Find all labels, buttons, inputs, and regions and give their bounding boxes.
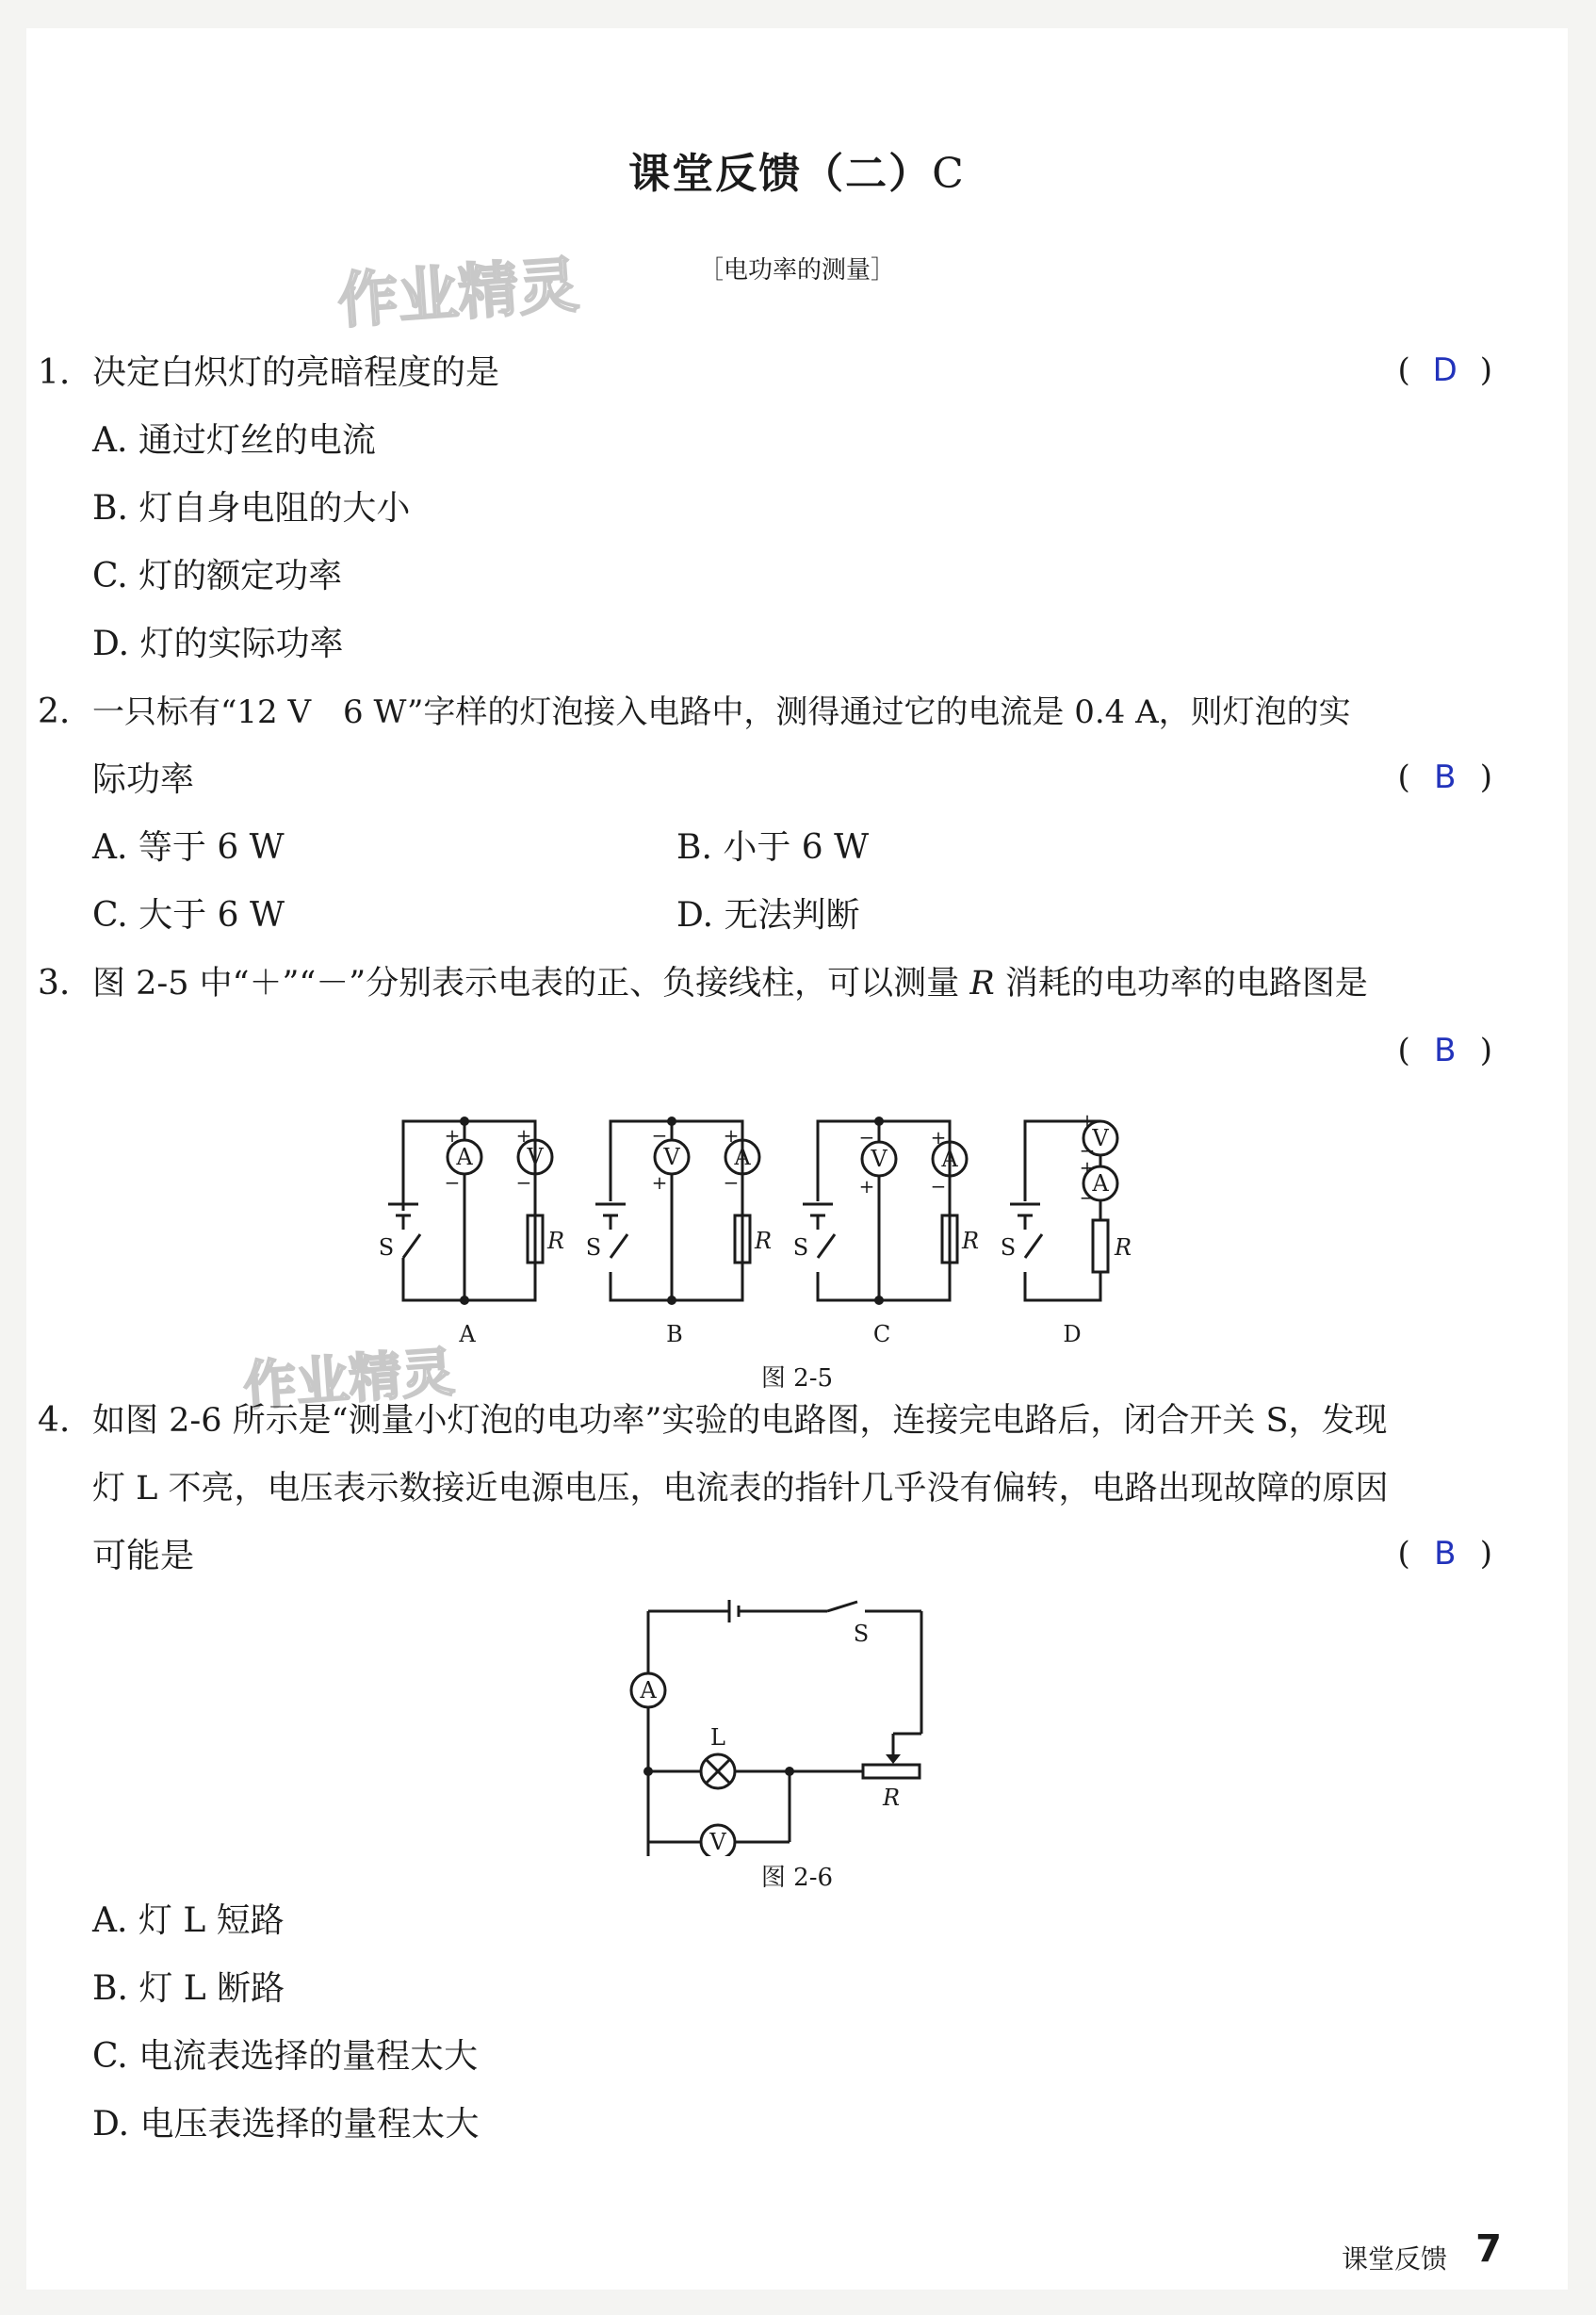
svg-text:−: −	[1079, 1139, 1096, 1162]
question-1-option-a: A. 通过灯丝的电流	[92, 421, 376, 460]
rheostat-label: R	[882, 1785, 901, 1811]
question-2-option-d: D. 无法判断	[676, 896, 860, 935]
figure-2-6-circuit	[611, 1583, 950, 1856]
question-1-option-d: D. 灯的实际功率	[92, 625, 344, 663]
question-4-option-d: D. 电压表选择的量程太大	[92, 2105, 480, 2144]
question-3-number: 3.	[38, 964, 71, 1003]
question-2-option-b: B. 小于 6 W	[676, 828, 870, 867]
svg-text:+: +	[444, 1124, 461, 1147]
question-3-stem: 图 2-5 中“＋”“－”分别表示电表的正、负接线柱，可以测量 R 消耗的电功率的电路图是	[92, 965, 1368, 1003]
svg-text:−: −	[444, 1171, 461, 1194]
switch-label: S	[792, 1234, 809, 1261]
lamp-label: L	[710, 1724, 725, 1751]
question-2-answer: ( B )	[1397, 758, 1492, 796]
question-1-option-b: B. 灯自身电阻的大小	[92, 489, 411, 528]
svg-text:+: +	[858, 1175, 875, 1198]
page-number: 7	[1475, 2227, 1502, 2271]
switch-label: S	[1000, 1234, 1017, 1261]
watermark-mid: 作业精灵	[241, 1342, 457, 1418]
svg-text:−: −	[1079, 1186, 1096, 1209]
svg-text:−: −	[930, 1175, 947, 1198]
question-2-option-c: C. 大于 6 W	[92, 896, 285, 935]
question-4-option-a: A. 灯 L 短路	[92, 1901, 285, 1940]
svg-text:−: −	[723, 1171, 740, 1194]
question-4-number: 4.	[38, 1401, 71, 1440]
voltmeter-label: V	[1092, 1125, 1109, 1151]
workbook-page	[26, 28, 1568, 2290]
resistor-label: R	[754, 1228, 773, 1254]
figure-2-5-caption: 图 2-5	[760, 1364, 834, 1393]
switch-label: S	[378, 1234, 395, 1261]
ammeter-label: A	[640, 1677, 657, 1704]
question-1-answer: ( D )	[1397, 351, 1492, 389]
voltmeter-label: V	[871, 1146, 888, 1172]
panel-label-d: D	[1063, 1321, 1082, 1347]
svg-text:+: +	[1079, 1156, 1096, 1179]
svg-text:−: −	[858, 1126, 875, 1149]
footer-section-label: 课堂反馈	[1341, 2243, 1447, 2274]
question-4-stem-line2: 灯 L 不亮，电压表示数接近电源电压，电流表的指针几乎没有偏转，电路出现故障的原因	[92, 1470, 1389, 1508]
voltmeter-label: V	[527, 1144, 544, 1170]
question-1-number: 1.	[38, 353, 71, 392]
svg-text:+: +	[651, 1171, 668, 1194]
svg-text:+: +	[1079, 1109, 1096, 1132]
ammeter-label: A	[1092, 1170, 1109, 1197]
question-4-option-b: B. 灯 L 断路	[92, 1969, 285, 2008]
watermark-top: 作业精灵	[335, 251, 581, 337]
question-2-stem-line2: 际功率	[92, 760, 195, 799]
voltmeter-label: V	[709, 1829, 726, 1855]
question-1-stem: 决定白炽灯的亮暗程度的是	[92, 353, 500, 392]
question-4-stem-line1: 如图 2-6 所示是“测量小灯泡的电功率”实验的电路图，连接完电路后，闭合开关 S，发现	[92, 1402, 1388, 1440]
section-subtitle: ［电功率的测量］	[698, 256, 895, 285]
switch-label: S	[585, 1234, 602, 1261]
ammeter-label: A	[734, 1144, 751, 1170]
panel-label-a: A	[459, 1321, 476, 1347]
resistor-label: R	[546, 1228, 565, 1254]
panel-label-b: B	[666, 1321, 683, 1347]
question-2-option-a: A. 等于 6 W	[92, 828, 285, 867]
panel-label-c: C	[872, 1321, 891, 1347]
question-3-answer: ( B )	[1397, 1032, 1492, 1069]
resistor-label: R	[1114, 1234, 1132, 1261]
svg-text:+: +	[515, 1124, 532, 1147]
svg-text:−: −	[651, 1124, 668, 1147]
question-4-option-c: C. 电流表选择的量程太大	[92, 2037, 479, 2076]
question-4-answer: ( B )	[1397, 1535, 1492, 1573]
svg-text:+: +	[930, 1126, 947, 1149]
svg-text:−: −	[515, 1171, 532, 1194]
question-1-option-c: C. 灯的额定功率	[92, 557, 343, 595]
question-2-stem-line1: 一只标有“12 V 6 W”字样的灯泡接入电路中，测得通过它的电流是 0.4 A，则灯泡的实	[92, 693, 1351, 731]
svg-text:+: +	[723, 1124, 740, 1147]
ammeter-label: A	[941, 1146, 958, 1172]
question-4-stem-line3: 可能是	[92, 1537, 195, 1575]
voltmeter-label: V	[663, 1144, 680, 1170]
question-2-number: 2.	[38, 693, 71, 731]
page-title: 课堂反馈（二）C	[628, 150, 966, 198]
ammeter-label: A	[456, 1144, 473, 1170]
figure-2-5-circuits	[347, 1084, 1251, 1357]
resistor-label: R	[961, 1228, 980, 1254]
figure-2-6-caption: 图 2-6	[760, 1864, 834, 1892]
switch-label: S	[853, 1621, 870, 1647]
